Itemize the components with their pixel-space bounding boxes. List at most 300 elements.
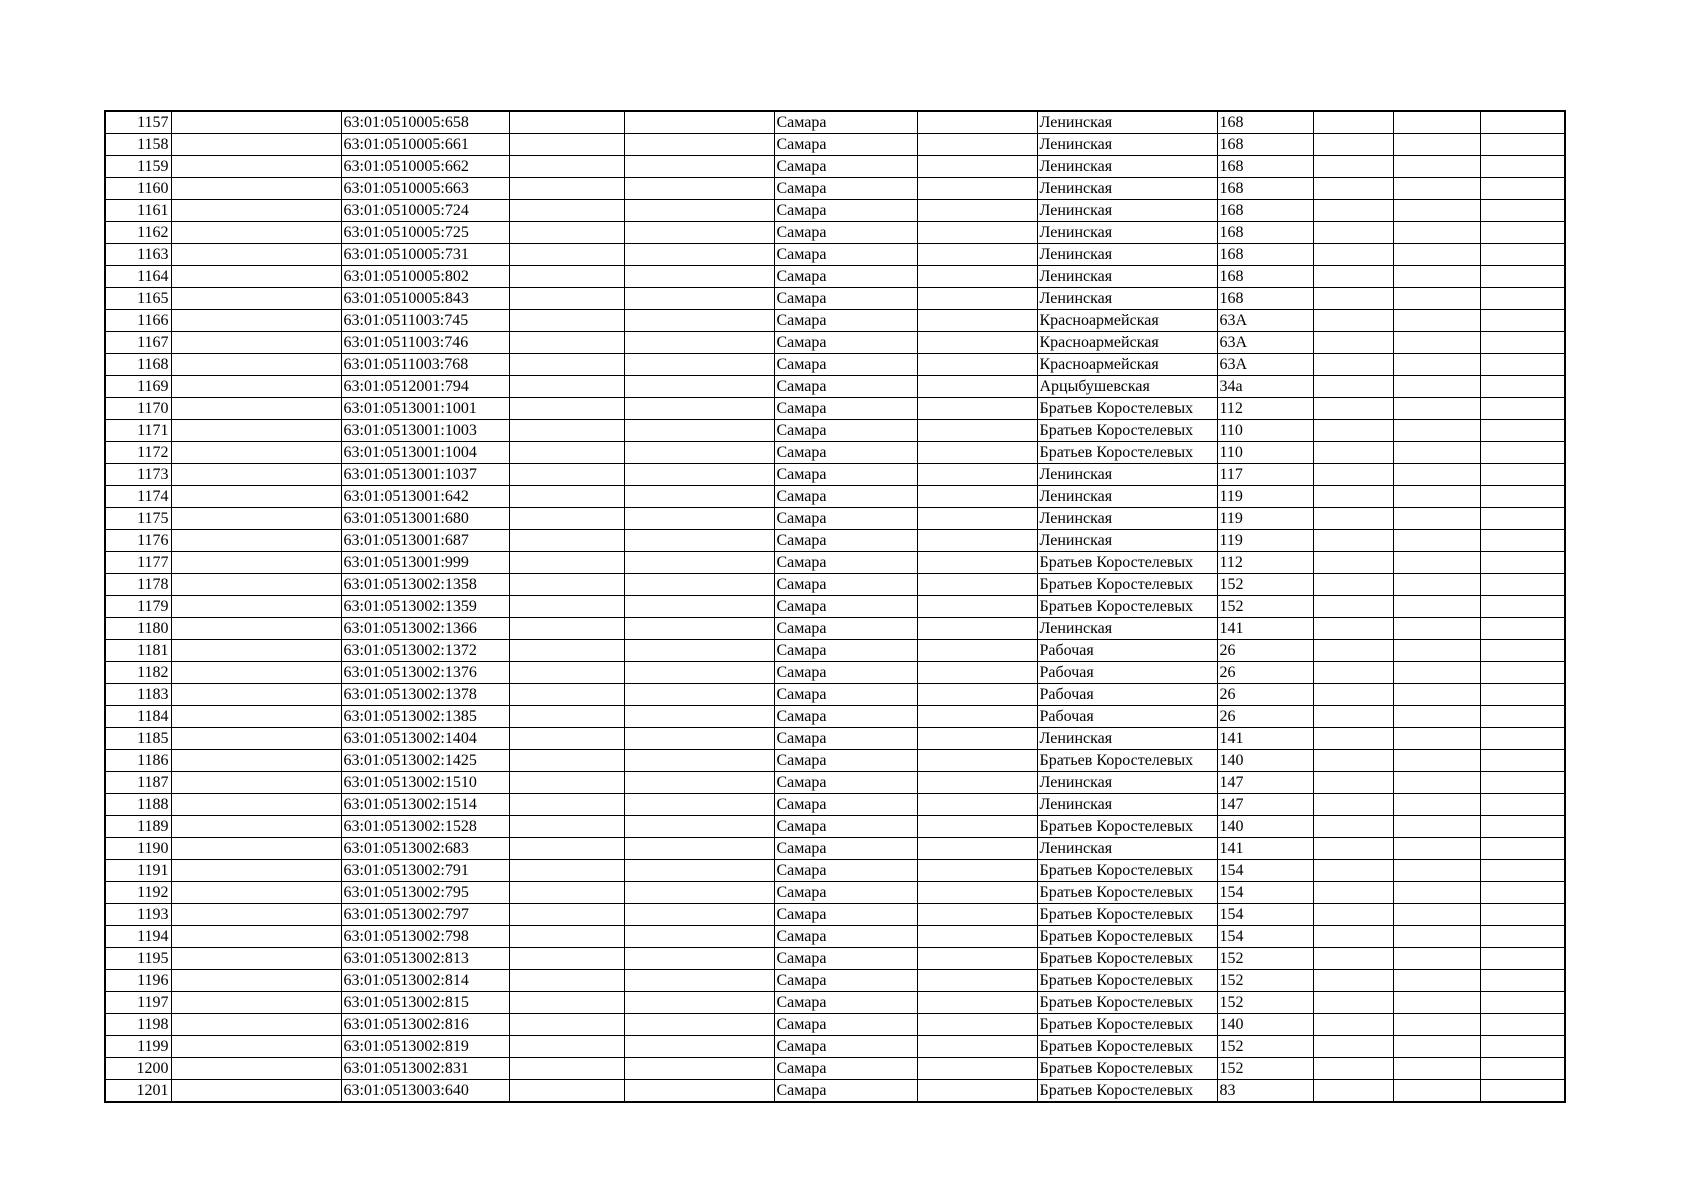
street-cell: Ленинская — [1037, 530, 1217, 552]
empty-cell — [1393, 222, 1480, 244]
row-number-cell: 1157 — [105, 111, 171, 134]
cadastral-number-cell: 63:01:0513001:1003 — [341, 420, 509, 442]
empty-cell — [1393, 1036, 1480, 1058]
empty-cell — [1393, 332, 1480, 354]
empty-cell — [917, 332, 1037, 354]
empty-cell — [624, 684, 774, 706]
empty-cell — [171, 442, 341, 464]
empty-cell — [1313, 926, 1393, 948]
row-number-cell: 1164 — [105, 266, 171, 288]
table-row — [105, 266, 1565, 288]
city-cell: Самара — [774, 926, 917, 948]
empty-cell — [1480, 750, 1565, 772]
empty-cell — [1393, 948, 1480, 970]
empty-cell — [624, 552, 774, 574]
empty-cell — [917, 222, 1037, 244]
empty-cell — [171, 111, 341, 134]
street-cell: Ленинская — [1037, 200, 1217, 222]
cadastral-number-cell: 63:01:0513001:680 — [341, 508, 509, 530]
row-number-cell: 1178 — [105, 574, 171, 596]
cadastral-number-cell: 63:01:0513002:1514 — [341, 794, 509, 816]
empty-cell — [1393, 772, 1480, 794]
cadastral-number-cell: 63:01:0513001:687 — [341, 530, 509, 552]
house-number-cell: 83 — [1217, 1080, 1313, 1103]
house-number-cell: 154 — [1217, 904, 1313, 926]
empty-cell — [171, 1080, 341, 1103]
empty-cell — [1313, 530, 1393, 552]
empty-cell — [1480, 134, 1565, 156]
cadastral-registry-table — [104, 110, 1566, 1103]
empty-cell — [1393, 134, 1480, 156]
house-number-cell: 168 — [1217, 134, 1313, 156]
row-number-cell: 1168 — [105, 354, 171, 376]
empty-cell — [171, 750, 341, 772]
cadastral-number-cell: 63:01:0513001:999 — [341, 552, 509, 574]
empty-cell — [509, 354, 624, 376]
empty-cell — [171, 464, 341, 486]
empty-cell — [917, 266, 1037, 288]
empty-cell — [624, 332, 774, 354]
cadastral-number-cell: 63:01:0513001:1004 — [341, 442, 509, 464]
empty-cell — [624, 970, 774, 992]
street-cell: Братьев Коростелевых — [1037, 860, 1217, 882]
city-cell: Самара — [774, 992, 917, 1014]
cadastral-number-cell: 63:01:0513002:816 — [341, 1014, 509, 1036]
cadastral-number-cell: 63:01:0510005:843 — [341, 288, 509, 310]
registry-body — [105, 111, 1565, 1102]
table-row — [105, 574, 1565, 596]
empty-cell — [509, 111, 624, 134]
cadastral-number-cell: 63:01:0513002:1385 — [341, 706, 509, 728]
empty-cell — [624, 111, 774, 134]
empty-cell — [1393, 310, 1480, 332]
empty-cell — [917, 618, 1037, 640]
table-row — [105, 926, 1565, 948]
empty-cell — [509, 640, 624, 662]
table-row — [105, 838, 1565, 860]
table-row — [105, 310, 1565, 332]
row-number-cell: 1193 — [105, 904, 171, 926]
empty-cell — [1393, 728, 1480, 750]
empty-cell — [509, 596, 624, 618]
empty-cell — [624, 750, 774, 772]
empty-cell — [1480, 508, 1565, 530]
street-cell: Ленинская — [1037, 156, 1217, 178]
cadastral-number-cell: 63:01:0513002:1528 — [341, 816, 509, 838]
empty-cell — [917, 1036, 1037, 1058]
empty-cell — [1313, 332, 1393, 354]
empty-cell — [917, 926, 1037, 948]
empty-cell — [1313, 486, 1393, 508]
empty-cell — [509, 420, 624, 442]
empty-cell — [171, 288, 341, 310]
empty-cell — [624, 816, 774, 838]
row-number-cell: 1169 — [105, 376, 171, 398]
empty-cell — [1480, 398, 1565, 420]
empty-cell — [1480, 948, 1565, 970]
table-row — [105, 706, 1565, 728]
empty-cell — [624, 222, 774, 244]
city-cell: Самара — [774, 1036, 917, 1058]
house-number-cell: 168 — [1217, 111, 1313, 134]
city-cell: Самара — [774, 838, 917, 860]
city-cell: Самара — [774, 618, 917, 640]
empty-cell — [1313, 442, 1393, 464]
street-cell: Братьев Коростелевых — [1037, 1014, 1217, 1036]
city-cell: Самара — [774, 464, 917, 486]
empty-cell — [509, 1080, 624, 1103]
city-cell: Самара — [774, 288, 917, 310]
empty-cell — [1393, 508, 1480, 530]
empty-cell — [509, 1014, 624, 1036]
empty-cell — [1480, 530, 1565, 552]
row-number-cell: 1185 — [105, 728, 171, 750]
house-number-cell: 152 — [1217, 596, 1313, 618]
empty-cell — [1393, 1058, 1480, 1080]
city-cell: Самара — [774, 1080, 917, 1103]
empty-cell — [509, 860, 624, 882]
street-cell: Братьев Коростелевых — [1037, 816, 1217, 838]
empty-cell — [1480, 618, 1565, 640]
row-number-cell: 1187 — [105, 772, 171, 794]
empty-cell — [171, 728, 341, 750]
street-cell: Рабочая — [1037, 662, 1217, 684]
city-cell: Самара — [774, 574, 917, 596]
cadastral-number-cell: 63:01:0513002:1358 — [341, 574, 509, 596]
table-row — [105, 772, 1565, 794]
row-number-cell: 1194 — [105, 926, 171, 948]
empty-cell — [1313, 508, 1393, 530]
empty-cell — [1313, 970, 1393, 992]
empty-cell — [624, 354, 774, 376]
empty-cell — [1393, 178, 1480, 200]
street-cell: Рабочая — [1037, 706, 1217, 728]
city-cell: Самара — [774, 860, 917, 882]
empty-cell — [624, 706, 774, 728]
empty-cell — [1313, 111, 1393, 134]
empty-cell — [1313, 728, 1393, 750]
street-cell: Красноармейская — [1037, 332, 1217, 354]
empty-cell — [1313, 310, 1393, 332]
city-cell: Самара — [774, 948, 917, 970]
cadastral-number-cell: 63:01:0513002:1366 — [341, 618, 509, 640]
cadastral-number-cell: 63:01:0513002:1425 — [341, 750, 509, 772]
empty-cell — [917, 750, 1037, 772]
empty-cell — [624, 310, 774, 332]
empty-cell — [917, 376, 1037, 398]
empty-cell — [917, 948, 1037, 970]
empty-cell — [624, 288, 774, 310]
table-row — [105, 1058, 1565, 1080]
street-cell: Братьев Коростелевых — [1037, 1036, 1217, 1058]
empty-cell — [509, 332, 624, 354]
empty-cell — [509, 222, 624, 244]
city-cell: Самара — [774, 816, 917, 838]
empty-cell — [1393, 398, 1480, 420]
cadastral-number-cell: 63:01:0513002:1404 — [341, 728, 509, 750]
empty-cell — [1313, 948, 1393, 970]
empty-cell — [917, 530, 1037, 552]
empty-cell — [1393, 662, 1480, 684]
empty-cell — [1480, 464, 1565, 486]
city-cell: Самара — [774, 178, 917, 200]
table-row — [105, 1014, 1565, 1036]
empty-cell — [624, 464, 774, 486]
house-number-cell: 141 — [1217, 838, 1313, 860]
cadastral-number-cell: 63:01:0513001:1001 — [341, 398, 509, 420]
empty-cell — [1393, 838, 1480, 860]
table-row — [105, 134, 1565, 156]
empty-cell — [1393, 816, 1480, 838]
row-number-cell: 1192 — [105, 882, 171, 904]
row-number-cell: 1198 — [105, 1014, 171, 1036]
row-number-cell: 1189 — [105, 816, 171, 838]
house-number-cell: 110 — [1217, 442, 1313, 464]
street-cell: Братьев Коростелевых — [1037, 596, 1217, 618]
street-cell: Ленинская — [1037, 794, 1217, 816]
row-number-cell: 1158 — [105, 134, 171, 156]
row-number-cell: 1175 — [105, 508, 171, 530]
empty-cell — [1313, 420, 1393, 442]
empty-cell — [509, 662, 624, 684]
city-cell: Самара — [774, 904, 917, 926]
cadastral-number-cell: 63:01:0513002:791 — [341, 860, 509, 882]
empty-cell — [624, 926, 774, 948]
empty-cell — [171, 354, 341, 376]
street-cell: Арцыбушевская — [1037, 376, 1217, 398]
house-number-cell: 119 — [1217, 508, 1313, 530]
table-row — [105, 1080, 1565, 1103]
table-row — [105, 662, 1565, 684]
empty-cell — [624, 200, 774, 222]
street-cell: Ленинская — [1037, 222, 1217, 244]
city-cell: Самара — [774, 882, 917, 904]
house-number-cell: 168 — [1217, 244, 1313, 266]
street-cell: Братьев Коростелевых — [1037, 882, 1217, 904]
empty-cell — [917, 1014, 1037, 1036]
table-row — [105, 486, 1565, 508]
empty-cell — [624, 244, 774, 266]
cadastral-number-cell: 63:01:0511003:768 — [341, 354, 509, 376]
empty-cell — [1480, 420, 1565, 442]
house-number-cell: 154 — [1217, 860, 1313, 882]
cadastral-number-cell: 63:01:0513002:815 — [341, 992, 509, 1014]
city-cell: Самара — [774, 486, 917, 508]
street-cell: Братьев Коростелевых — [1037, 552, 1217, 574]
row-number-cell: 1186 — [105, 750, 171, 772]
empty-cell — [1393, 486, 1480, 508]
cadastral-number-cell: 63:01:0513002:1372 — [341, 640, 509, 662]
table-row — [105, 332, 1565, 354]
row-number-cell: 1180 — [105, 618, 171, 640]
empty-cell — [1393, 860, 1480, 882]
city-cell: Самара — [774, 596, 917, 618]
table-row — [105, 420, 1565, 442]
row-number-cell: 1160 — [105, 178, 171, 200]
empty-cell — [1313, 772, 1393, 794]
cadastral-number-cell: 63:01:0510005:725 — [341, 222, 509, 244]
empty-cell — [917, 134, 1037, 156]
empty-cell — [509, 750, 624, 772]
cadastral-number-cell: 63:01:0510005:802 — [341, 266, 509, 288]
table-row — [105, 288, 1565, 310]
cadastral-number-cell: 63:01:0513002:819 — [341, 1036, 509, 1058]
table-row — [105, 1036, 1565, 1058]
table-row — [105, 442, 1565, 464]
table-row — [105, 244, 1565, 266]
empty-cell — [1393, 1080, 1480, 1103]
empty-cell — [509, 288, 624, 310]
empty-cell — [171, 1014, 341, 1036]
street-cell: Ленинская — [1037, 618, 1217, 640]
empty-cell — [1313, 618, 1393, 640]
house-number-cell: 168 — [1217, 156, 1313, 178]
table-row — [105, 794, 1565, 816]
empty-cell — [509, 684, 624, 706]
empty-cell — [624, 882, 774, 904]
city-cell: Самара — [774, 530, 917, 552]
empty-cell — [1393, 200, 1480, 222]
city-cell: Самара — [774, 552, 917, 574]
table-row — [105, 178, 1565, 200]
empty-cell — [171, 508, 341, 530]
cadastral-number-cell: 63:01:0510005:662 — [341, 156, 509, 178]
cadastral-number-cell: 63:01:0510005:658 — [341, 111, 509, 134]
house-number-cell: 26 — [1217, 640, 1313, 662]
street-cell: Ленинская — [1037, 244, 1217, 266]
empty-cell — [1480, 486, 1565, 508]
row-number-cell: 1188 — [105, 794, 171, 816]
street-cell: Ленинская — [1037, 288, 1217, 310]
street-cell: Ленинская — [1037, 486, 1217, 508]
empty-cell — [917, 574, 1037, 596]
table-row — [105, 618, 1565, 640]
empty-cell — [171, 486, 341, 508]
house-number-cell: 152 — [1217, 992, 1313, 1014]
table-row — [105, 860, 1565, 882]
empty-cell — [624, 1058, 774, 1080]
city-cell: Самара — [774, 354, 917, 376]
empty-cell — [509, 530, 624, 552]
empty-cell — [624, 420, 774, 442]
street-cell: Ленинская — [1037, 464, 1217, 486]
house-number-cell: 141 — [1217, 618, 1313, 640]
row-number-cell: 1159 — [105, 156, 171, 178]
table-row — [105, 398, 1565, 420]
house-number-cell: 112 — [1217, 398, 1313, 420]
empty-cell — [1480, 816, 1565, 838]
empty-cell — [624, 948, 774, 970]
row-number-cell: 1190 — [105, 838, 171, 860]
empty-cell — [171, 772, 341, 794]
empty-cell — [171, 882, 341, 904]
empty-cell — [171, 816, 341, 838]
table-row — [105, 222, 1565, 244]
empty-cell — [917, 970, 1037, 992]
row-number-cell: 1183 — [105, 684, 171, 706]
empty-cell — [624, 860, 774, 882]
house-number-cell: 168 — [1217, 266, 1313, 288]
empty-cell — [624, 442, 774, 464]
empty-cell — [1480, 1036, 1565, 1058]
cadastral-number-cell: 63:01:0510005:661 — [341, 134, 509, 156]
city-cell: Самара — [774, 1014, 917, 1036]
empty-cell — [509, 794, 624, 816]
empty-cell — [171, 684, 341, 706]
empty-cell — [1393, 552, 1480, 574]
table-row — [105, 200, 1565, 222]
table-row — [105, 530, 1565, 552]
empty-cell — [1393, 904, 1480, 926]
street-cell: Братьев Коростелевых — [1037, 970, 1217, 992]
empty-cell — [917, 178, 1037, 200]
empty-cell — [624, 530, 774, 552]
empty-cell — [171, 178, 341, 200]
empty-cell — [917, 310, 1037, 332]
empty-cell — [624, 156, 774, 178]
row-number-cell: 1166 — [105, 310, 171, 332]
empty-cell — [171, 596, 341, 618]
empty-cell — [1313, 552, 1393, 574]
empty-cell — [171, 618, 341, 640]
empty-cell — [917, 662, 1037, 684]
empty-cell — [1393, 530, 1480, 552]
empty-cell — [1480, 1080, 1565, 1103]
empty-cell — [509, 706, 624, 728]
empty-cell — [509, 552, 624, 574]
cadastral-number-cell: 63:01:0511003:745 — [341, 310, 509, 332]
empty-cell — [1313, 992, 1393, 1014]
cadastral-number-cell: 63:01:0513002:814 — [341, 970, 509, 992]
empty-cell — [1313, 750, 1393, 772]
house-number-cell: 168 — [1217, 222, 1313, 244]
empty-cell — [1313, 860, 1393, 882]
row-number-cell: 1176 — [105, 530, 171, 552]
empty-cell — [171, 530, 341, 552]
city-cell: Самара — [774, 442, 917, 464]
empty-cell — [1313, 794, 1393, 816]
empty-cell — [917, 398, 1037, 420]
cadastral-number-cell: 63:01:0513001:642 — [341, 486, 509, 508]
empty-cell — [1480, 728, 1565, 750]
city-cell: Самара — [774, 728, 917, 750]
empty-cell — [1393, 596, 1480, 618]
empty-cell — [171, 904, 341, 926]
empty-cell — [509, 508, 624, 530]
city-cell: Самара — [774, 970, 917, 992]
empty-cell — [1313, 222, 1393, 244]
row-number-cell: 1199 — [105, 1036, 171, 1058]
empty-cell — [171, 552, 341, 574]
street-cell: Ленинская — [1037, 178, 1217, 200]
empty-cell — [1480, 662, 1565, 684]
empty-cell — [1480, 376, 1565, 398]
row-number-cell: 1181 — [105, 640, 171, 662]
city-cell: Самара — [774, 266, 917, 288]
empty-cell — [1313, 178, 1393, 200]
empty-cell — [1480, 882, 1565, 904]
house-number-cell: 147 — [1217, 772, 1313, 794]
street-cell: Братьев Коростелевых — [1037, 398, 1217, 420]
empty-cell — [1480, 200, 1565, 222]
empty-cell — [917, 288, 1037, 310]
empty-cell — [1313, 200, 1393, 222]
empty-cell — [509, 486, 624, 508]
empty-cell — [917, 838, 1037, 860]
empty-cell — [171, 222, 341, 244]
empty-cell — [1313, 1036, 1393, 1058]
city-cell: Самара — [774, 156, 917, 178]
